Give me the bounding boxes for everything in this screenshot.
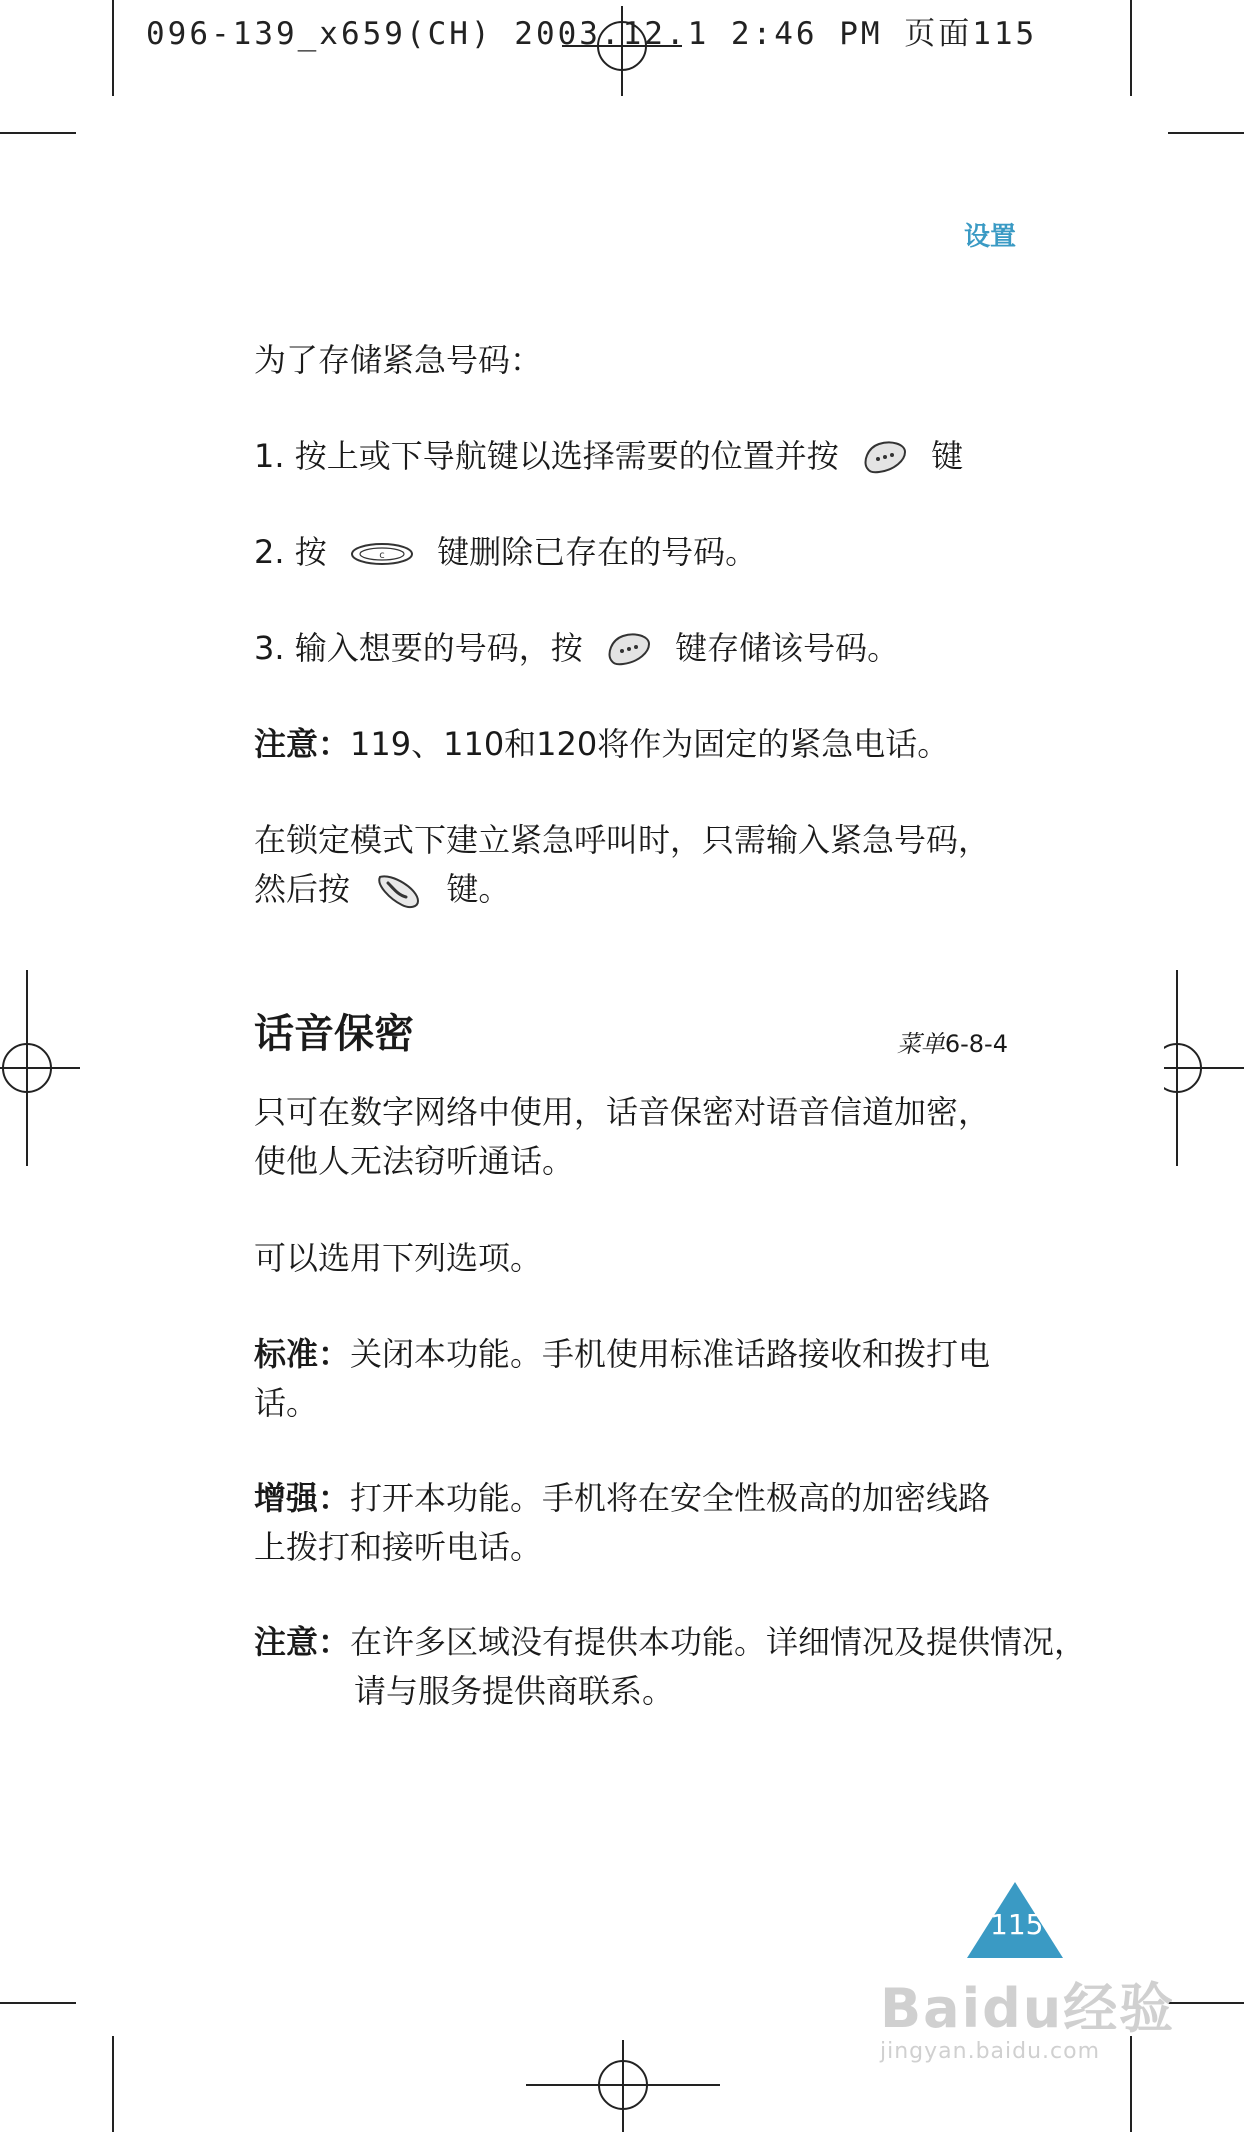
crop-mark <box>0 132 76 134</box>
lock-mode-line: 在锁定模式下建立紧急呼叫时，只需输入紧急号码， <box>254 821 991 859</box>
emergency-note <box>254 720 949 769</box>
option-enhanced <box>254 1474 1014 1572</box>
menu-label: 菜单 <box>896 1030 945 1058</box>
lock-mode-text-b: 键。 <box>446 870 511 908</box>
section-title: 设置 <box>963 222 1016 252</box>
crop-mark <box>1168 132 1244 134</box>
option-enhanced-text: 打开本功能。手机将在安全性极高的加密线路上拨打和接听电话。 <box>254 1479 991 1566</box>
option-standard-text: 关闭本功能。手机使用标准话路接收和拨打电话。 <box>254 1335 991 1422</box>
privacy-description: 只可在数字网络中使用，话音保密对语音信道加密，使他人无法窃听通话。 <box>254 1093 991 1180</box>
ok-key-icon <box>861 440 909 476</box>
note-label: 注意： <box>254 725 351 763</box>
privacy-note-text: 在许多区域没有提供本功能。详细情况及提供情况，请与服务提供商联系。 <box>350 1623 1087 1710</box>
step-1 <box>254 432 963 481</box>
intro-text: 为了存储紧急号码： <box>254 341 543 379</box>
step-2 <box>254 528 757 577</box>
registration-mark-icon <box>0 1020 80 1116</box>
ok-key-icon <box>605 632 653 668</box>
clear-key-icon <box>349 540 415 568</box>
step-3-suffix: 键存储该号码。 <box>675 629 900 667</box>
crop-mark <box>0 2002 76 2004</box>
watermark <box>880 1966 1175 2064</box>
crop-mark <box>1130 0 1132 96</box>
step-1-suffix: 键 <box>931 437 964 475</box>
crop-mark <box>1168 2002 1244 2004</box>
lock-mode-line <box>254 865 1014 914</box>
note-text: 119、110和120将作为固定的紧急电话。 <box>350 725 950 763</box>
lock-mode-text-a: 然后按 <box>254 870 351 908</box>
lock-mode-text <box>254 816 1014 914</box>
crop-mark <box>112 2036 114 2132</box>
svg-text:c: c <box>379 550 385 561</box>
option-standard <box>254 1330 1014 1428</box>
step-1-text: 1. 按上或下导航键以选择需要的位置并按 <box>254 437 839 475</box>
step-3-text: 3. 输入想要的号码，按 <box>254 629 583 667</box>
options-intro: 可以选用下列选项。 <box>254 1239 543 1277</box>
crop-mark <box>112 0 114 96</box>
menu-code: 6-8-4 <box>944 1030 1008 1058</box>
watermark-url: jingyan.baidu.com <box>880 2039 1101 2064</box>
menu-reference <box>897 1024 1008 1059</box>
step-2-text: 2. 按 <box>254 533 327 571</box>
privacy-note <box>254 1618 1114 1716</box>
registration-mark-icon <box>526 2040 720 2132</box>
print-slug: 096-139_x659(CH) 2003.12.1 2:46 PM 页面115 <box>146 16 1038 52</box>
send-key-icon <box>372 871 424 911</box>
step-2-suffix: 键删除已存在的号码。 <box>437 533 758 571</box>
privacy-note-label: 注意： <box>254 1623 351 1661</box>
section-heading: 话音保密 <box>254 1011 414 1057</box>
option-enhanced-label: 增强： <box>254 1479 351 1517</box>
option-standard-label: 标准： <box>254 1335 351 1373</box>
watermark-logo: Baidu经验 <box>880 1977 1176 2040</box>
page-number: 115 <box>990 1908 1044 1941</box>
step-3 <box>254 624 899 673</box>
registration-mark-icon <box>1164 1020 1244 1116</box>
